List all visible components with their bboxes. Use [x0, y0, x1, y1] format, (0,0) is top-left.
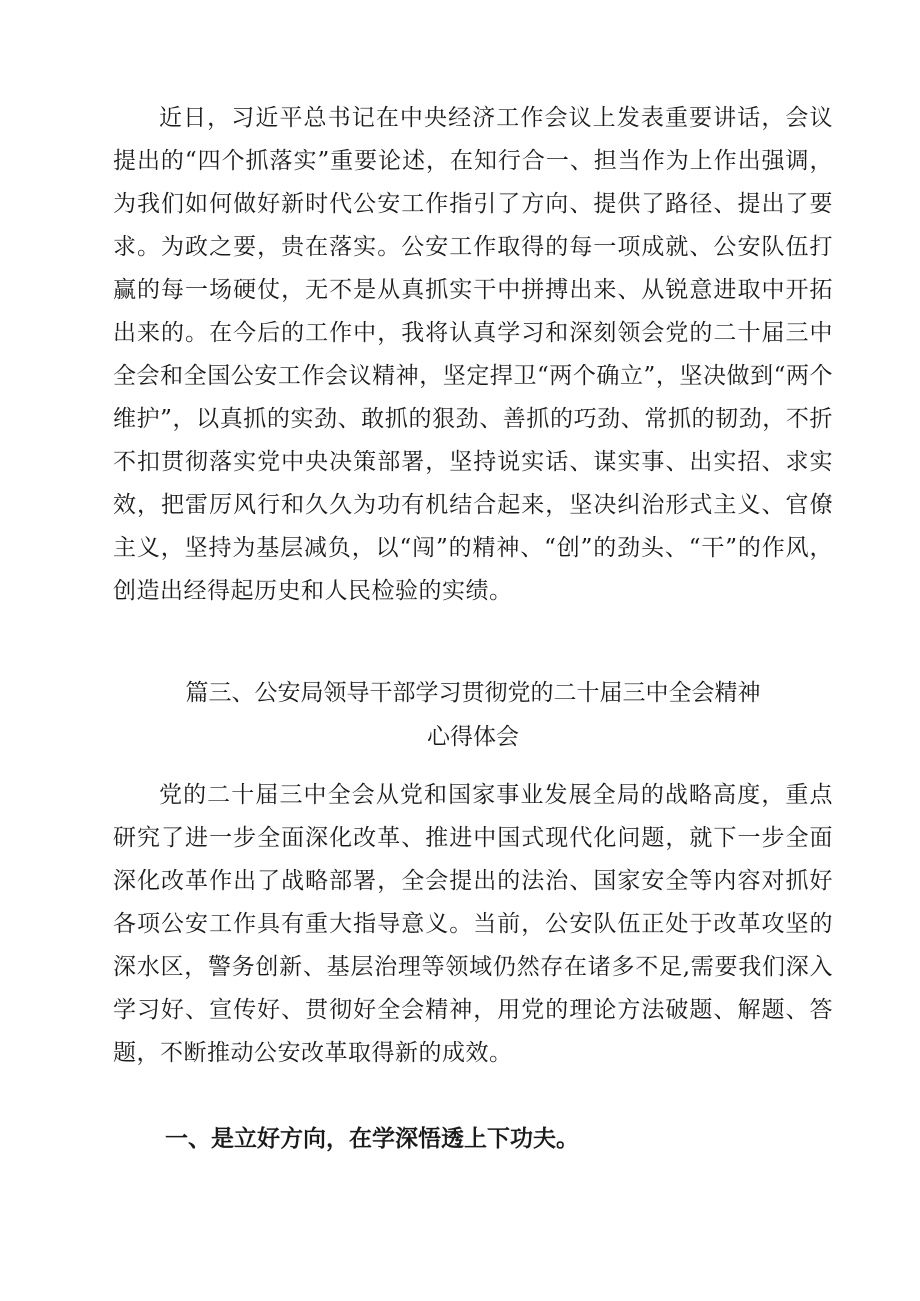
body-paragraph-2: 党的二十届三中全会从党和国家事业发展全局的战略高度，重点研究了进一步全面深化改革、推进中国式现代化问题，就下一步全面深化改革作出了战略部署，全会提出的法治、国家安全等内容对抓好各项公安工作具有重大指导意义。当前，公安队伍正处于改革攻坚的深水区，警务创新、基层治理等领域仍然存在诸多不足,需要我们深入学习好、宣传好、贯彻好全会精神，用党的理论方法破题、解题、答题，不断推动公安改革取得新的成效。 — [113, 782, 833, 1066]
article-title-line-1: 篇三、公安局领导干部学习贯彻党的二十届三中全会精神 — [185, 680, 761, 706]
section-heading-1: 一、是立好方向，在学深悟透上下功夫。 — [165, 1126, 579, 1152]
body-paragraph-1: 近日，习近平总书记在中央经济工作会议上发表重要讲话，会议提出的“四个抓落实”重要论述，在知行合一、担当作为上作出强调，为我们如何做好新时代公安工作指引了方向、提供了路径、提出了要求。为政之要，贵在落实。公安工作取得的每一项成就、公安队伍打赢的每一场硬仗，无不是从真抓实干中拼搏出来、从锐意进取中开拓出来的。在今后的工作中，我将认真学习和深刻领会党的二十届三中全会和全国公安工作会议精神，坚定捍卫“两个确立”，坚决做到“两个维护”，以真抓的实劲、敢抓的狠劲、善抓的巧劲、常抓的韧劲，不折不扣贯彻落实党中央决策部署，坚持说实话、谋实事、出实招、求实效，把雷厉风行和久久为功有机结合起来，坚决纠治形式主义、官僚主义，坚持为基层减负，以“闯”的精神、“创”的劲头、“干”的作风，创造出经得起历史和人民检验的实绩。 — [113, 105, 833, 604]
article-title-line-2: 心得体会 — [427, 724, 519, 750]
